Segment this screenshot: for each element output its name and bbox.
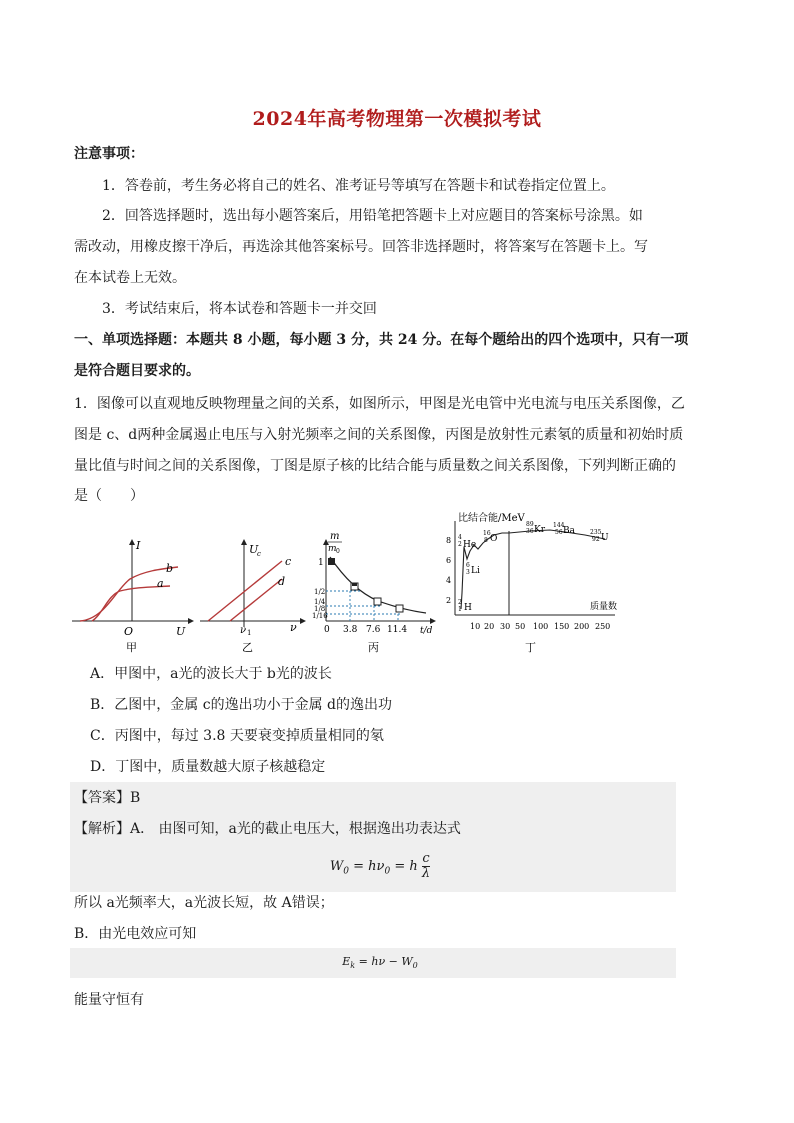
question-1-line-4: 是（ ） [74, 488, 144, 504]
svg-text:6: 6 [446, 556, 452, 565]
figure-yi [200, 539, 306, 654]
svg-text:250: 250 [595, 622, 611, 631]
svg-text:92: 92 [592, 536, 600, 543]
curve-a [92, 586, 170, 621]
notice-item-2-cont: 需改动，用橡皮擦干净后，再选涂其他答案标号。回答非选择题时，将答案写在答题卡上。写 [74, 239, 648, 255]
svg-text:1/16: 1/16 [312, 612, 328, 620]
svg-text:1: 1 [247, 629, 252, 637]
svg-text:8: 8 [484, 537, 488, 544]
svg-text:100: 100 [533, 622, 549, 631]
svg-text:a: a [157, 577, 164, 590]
equation-2: $E_k = h\nu - W_0$ [342, 955, 418, 971]
svg-text:89: 89 [526, 521, 534, 528]
page-title: 2024年高考物理第一次模拟考试 [252, 108, 542, 130]
svg-text:O: O [124, 625, 134, 638]
svg-text:O: O [490, 534, 498, 544]
curve-b [80, 567, 178, 621]
svg-text:U: U [601, 533, 609, 543]
notice-item-3: 3．考试结束后，将本试卷和答题卡一并交回 [102, 301, 377, 317]
svg-text:He: He [463, 540, 477, 550]
svg-text:d: d [278, 575, 286, 588]
svg-text:150: 150 [554, 622, 570, 631]
svg-text:Ba: Ba [563, 526, 575, 536]
svg-text:ν: ν [290, 621, 297, 634]
svg-text:Kr: Kr [534, 525, 546, 535]
svg-text:I: I [136, 539, 141, 552]
svg-text:4: 4 [458, 534, 462, 541]
figure-bing [312, 531, 436, 654]
svg-text:50: 50 [515, 622, 526, 631]
analysis-line-4: 能量守恒有 [74, 992, 144, 1008]
notice-item-1: 1．答卷前，考生务必将自己的姓名、准考证号等填写在答题卡和试卷指定位置上。 [102, 178, 615, 194]
svg-text:4: 4 [446, 576, 452, 585]
svg-text:甲: 甲 [126, 641, 137, 654]
svg-text:1: 1 [318, 558, 324, 568]
svg-text:2: 2 [458, 541, 462, 548]
svg-text:2: 2 [458, 599, 462, 606]
svg-text:3.8: 3.8 [343, 625, 358, 635]
answer-label: 【答案】B [74, 790, 141, 806]
svg-text:6: 6 [466, 562, 470, 569]
svg-text:ν: ν [240, 625, 247, 636]
svg-text:3: 3 [466, 569, 470, 576]
option-b: B．乙图中，金属 c的逸出功小于金属 d的逸出功 [90, 697, 392, 713]
svg-text:m: m [328, 544, 337, 554]
svg-text:比结合能/MeV: 比结合能/MeV [458, 513, 525, 524]
figure-jia [72, 539, 194, 654]
section-heading: 一、单项选择题：本题共 8 小题，每小题 3 分，共 24 分。在每个题给出的四个选项中，只有一项 [74, 332, 689, 348]
question-figures [60, 505, 630, 655]
question-1-line-2: 图是 c、d两种金属遏止电压与入射光频率之间的关系图像，丙图是放射性元素氡的质量和初始时质 [74, 427, 684, 443]
svg-text:0: 0 [324, 625, 330, 635]
analysis-line-2: 所以 a光频率大，a光波长短，故 A错误； [74, 895, 334, 911]
svg-text:m: m [330, 531, 340, 542]
svg-text:144: 144 [553, 522, 565, 529]
svg-text:0: 0 [336, 548, 340, 555]
svg-text:质量数: 质量数 [590, 602, 618, 612]
svg-text:c: c [285, 555, 292, 568]
question-1-line-3: 量比值与时间之间的关系图像，丁图是原子核的比结合能与质量数之间关系图像，下列判断正确的 [74, 458, 676, 474]
svg-text:乙: 乙 [242, 641, 253, 654]
svg-text:H: H [464, 603, 472, 613]
svg-text:b: b [166, 562, 174, 575]
svg-text:235: 235 [590, 529, 602, 536]
svg-text:1: 1 [458, 606, 462, 613]
notice-item-2: 2．回答选择题时，选出每小题答案后，用铅笔把答题卡上对应题目的答案标号涂黑。如 [102, 208, 643, 224]
notice-heading: 注意事项： [74, 146, 144, 162]
notice-item-2-end: 在本试卷上无效。 [74, 270, 186, 286]
option-a: A．甲图中，a光的波长大于 b光的波长 [90, 666, 332, 682]
svg-text:10: 10 [470, 622, 481, 631]
option-c: C．丙图中，每过 3.8 天要衰变掉质量相同的氡 [90, 728, 384, 744]
svg-text:56: 56 [555, 529, 563, 536]
svg-text:2: 2 [446, 596, 452, 605]
svg-text:Li: Li [471, 566, 480, 576]
svg-text:丁: 丁 [525, 641, 536, 654]
svg-text:7.6: 7.6 [366, 625, 381, 635]
svg-text:8: 8 [446, 536, 452, 545]
option-d: D．丁图中，质量数越大原子核越稳定 [90, 759, 326, 775]
svg-text:1/2: 1/2 [314, 588, 326, 596]
svg-text:1/4: 1/4 [314, 598, 326, 606]
line-d [230, 579, 282, 621]
svg-text:U: U [176, 625, 186, 638]
svg-text:c: c [257, 550, 261, 558]
section-heading-cont: 是符合题目要求的。 [74, 363, 200, 379]
svg-text:U: U [249, 543, 259, 556]
svg-text:t/d: t/d [420, 626, 433, 636]
figure-ding [446, 511, 617, 654]
svg-text:30: 30 [500, 622, 511, 631]
equation-1: $W_0 = h\nu_0 = h$ $\frac{c}{\lambda}$ [329, 851, 431, 881]
svg-text:11.4: 11.4 [387, 625, 408, 635]
svg-text:200: 200 [574, 622, 590, 631]
analysis-line-1: 【解析】A． 由图可知，a光的截止电压大，根据逸出功表达式 [74, 821, 461, 837]
analysis-line-3: B．由光电效应可知 [74, 926, 197, 942]
question-1-line-1: 1．图像可以直观地反映物理量之间的关系，如图所示，甲图是光电管中光电流与电压关系图像，乙 [74, 396, 685, 412]
svg-text:16: 16 [483, 530, 491, 537]
svg-text:丙: 丙 [368, 641, 379, 654]
svg-text:36: 36 [526, 528, 534, 535]
svg-text:1/8: 1/8 [314, 605, 326, 613]
line-c [208, 561, 282, 621]
svg-text:20: 20 [484, 622, 495, 631]
